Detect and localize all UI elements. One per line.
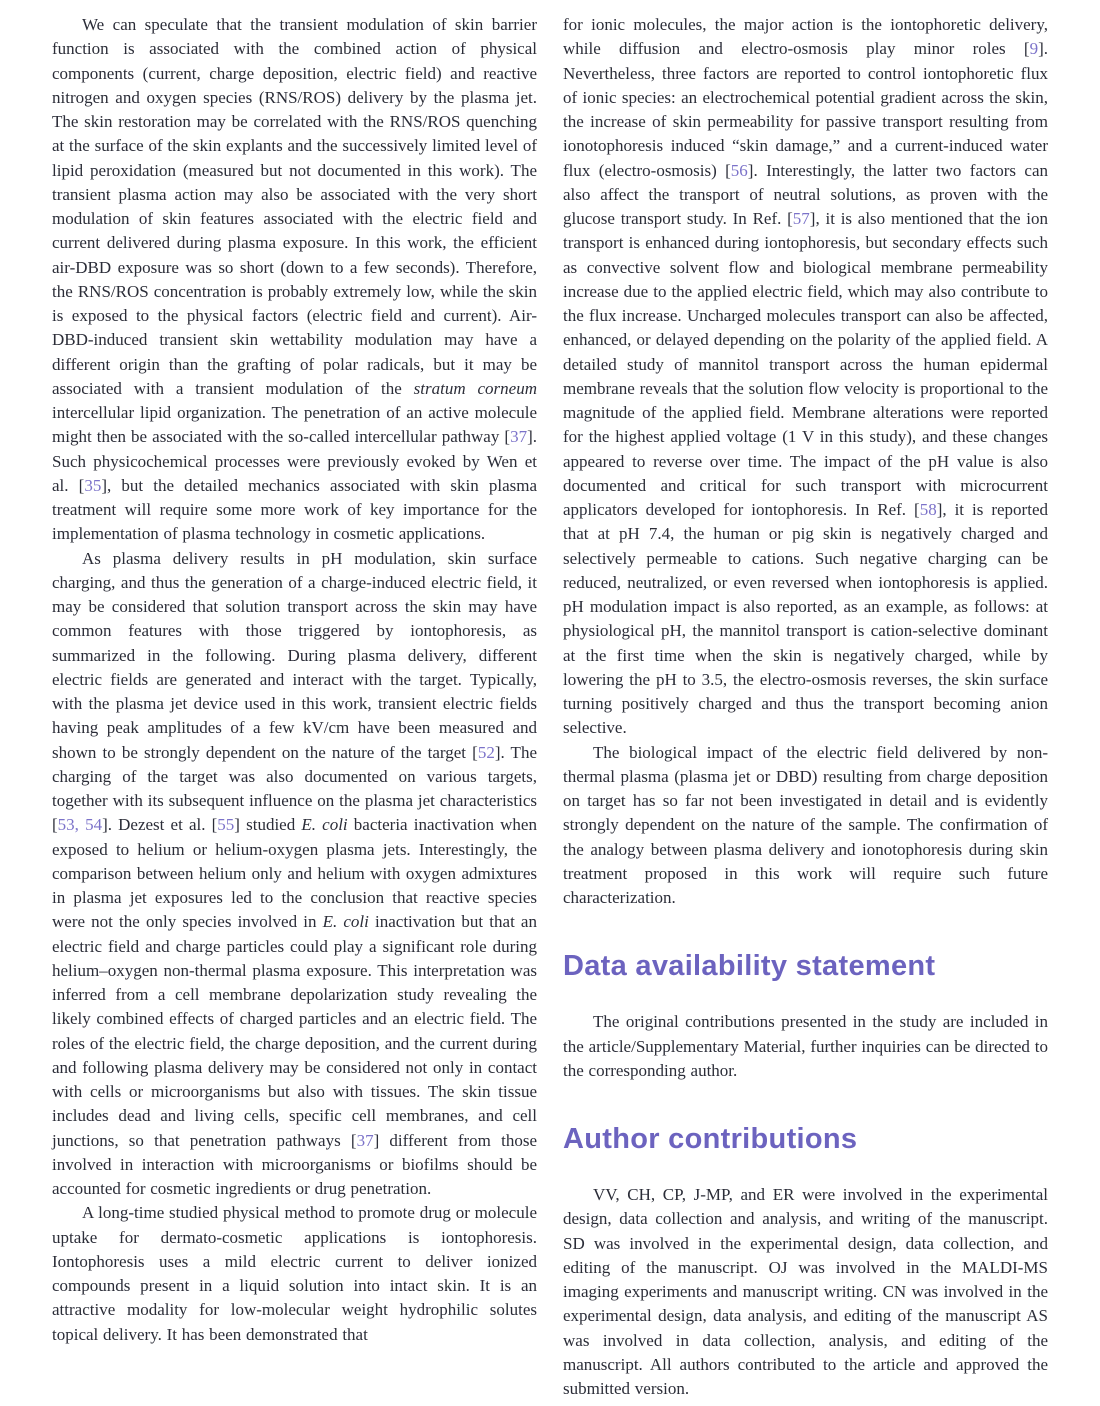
text-run: ]. Interestingly, the latter two factors can also affect the transport of neutral solutions, as proven with the glucose transport study. In Ref. [ [563,160,1048,228]
text-run: The biological impact of the electric field delivered by non-thermal plasma (plasma jet or DBD) resulting from charge deposition on target has so far not been investigated in detail and is evidently strongly dependent on the nature of the sample. The confirmation of the analogy between plasma delivery and ionotophoresis during skin treatment proposed in this work will require such future characterization. [563,742,1048,907]
citation-link[interactable]: 56 [730,160,748,180]
text-run: The original contributions presented in the study are included in the article/Supplementary Material, further inquiries can be directed to the corresponding author. [563,1012,1048,1080]
text-run: ]. Such physicochemical processes were previously evoked by Wen et al. [ [52,427,537,495]
body-paragraph [563,1183,1048,1401]
text-run: A long-time studied physical method to promote drug or molecule uptake for dermato-cosmetic applications is iontophoresis. Iontophoresis uses a mild electric current to deliver ionized compounds present in a liquid solution into intact skin. It is an attractive modality for low-molecular weight hydrophilic solutes topical delivery. It has been demonstrated that [52,1203,537,1344]
text-run: ]. Dezest et al. [ [102,815,218,835]
text-run: We can speculate that the transient modulation of skin barrier function is associated with the combined action of physical components (current, charge deposition, electric field) and reactive nitrogen and oxygen species (RNS/ROS) delivery by the plasma jet. The skin restoration may be correlated with the RNS/ROS quenching at the surface of the skin explants and the successively limited level of lipid peroxidation (measured but not documented in this work). The transient plasma action may also be associated with the very short modulation of skin features associated with the electric field and current delivered during plasma exposure. In this work, the efficient air-DBD exposure was so short (down to a few seconds). Therefore, the RNS/ROS concentration is probably extremely low, while the skin is exposed to the physical factors (electric field and current). Air-DBD-induced transient skin wettability modulation may have a different origin than the grafting of polar radicals, but it may be associated with a transient modulation of the [52,15,537,398]
citation-link[interactable]: 9 [1029,39,1039,59]
text-run: inactivation but that an electric field and charge particles could play a significant role during helium–oxygen non-thermal plasma exposure. This interpretation was inferred from a cell membrane depolarization study revealing the likely combined effects of charged particles and an electric field. The roles of the electric field, the charge deposition, and the current during and following plasma delivery may be considered not only in contact with cells or microorganisms but also with tissues. The skin tissue includes dead and living cells, specific cell membranes, and cell junctions, so that penetration pathways [ [52,912,537,1150]
body-paragraph [52,1201,537,1347]
text-run: ]. The charging of the target was also documented on various targets, together with its subsequent influence on the plasma jet characteristics [ [52,742,537,835]
text-run: ] different from those involved in interaction with microorganisms or biofilms should be accounted for cosmetic ingredients or drug penetration. [52,1130,537,1198]
text-run: ], it is also mentioned that the ion transport is enhanced during iontophoresis, but secondary effects such as convective solvent flow and biological membrane permeability increase due to the applied electric field, which may also contribute to the flux increase. Uncharged molecules transport can also be affected, enhanced, or delayed depending on the polarity of the applied field. A detailed study of mannitol transport across the human epidermal membrane reveals that the solution flow velocity is proportional to the magnitude of the applied field. Membrane alterations were reported for the highest applied voltage (1 V in this study), and these changes appeared to reverse over time. The impact of the pH value is also documented and critical for such transport with microcurrent applicators developed for iontophoresis. In Ref. [ [563,209,1048,519]
italic-text: E. coli [301,815,348,835]
citation-link[interactable]: 35 [84,475,102,495]
body-paragraph [563,13,1048,741]
citation-link[interactable]: 57 [792,209,810,228]
text-run: ] studied [234,815,302,835]
citation-link[interactable]: 55 [217,815,235,835]
citation-link[interactable]: 53, 54 [57,815,103,835]
text-run: ]. Nevertheless, three factors are reported to control iontophoretic flux of ionic species: an electrochemical potential gradient across the skin, the increase of skin permeability for passive transport resulting from ionotophoresis induced “skin damage,” and a current-induced water flux (electro-osmosis) [ [563,39,1048,180]
body-paragraph [52,547,537,1202]
author-contributions-heading: Author contributions [563,1123,858,1155]
citation-link[interactable]: 37 [356,1130,374,1150]
citation-link[interactable]: 52 [477,742,495,762]
text-run: bacteria inactivation when exposed to helium or helium-oxygen plasma jets. Interestingly, the comparison between helium only and helium with oxygen admixtures in plasma jet exposures led to the conclusion that reactive species were not the only species involved in [52,815,537,932]
text-run: for ionic molecules, the major action is the iontophoretic delivery, while diffusion and electro-osmosis play minor roles [ [563,15,1048,59]
right-column [563,13,1048,1406]
italic-text: E. coli [322,912,369,932]
text-run: VV, CH, CP, J-MP, and ER were involved in the experimental design, data collection and analysis, and writing of the manuscript. SD was involved in the experimental design, data collection, and editing of the manuscript. OJ was involved in the MALDI-MS imaging experiments and manuscript writing. CN was involved in the experimental design, data analysis, and editing of the manuscript AS was involved in data collection, analysis, and editing of the manuscript. All authors contributed to the article and approved the submitted version. [563,1185,1048,1398]
data-availability-heading: Data availability statement [563,950,936,983]
body-paragraph [52,13,537,547]
body-paragraph [563,1010,1048,1083]
text-run: ], it is reported that at pH 7.4, the human or pig skin is negatively charged and selectively permeable to cations. Such negative charging can be reduced, neutralized, or even reversed when iontophoresis is applied. pH modulation impact is also reported, as an example, as follows: at physiological pH, the mannitol transport is cation-selective dominant at the first time when the skin is negatively charged, while by lowering the pH to 3.5, the electro-osmosis reverses, the skin surface turning positively charged and thus the transport becoming anion selective. [563,500,1048,738]
italic-text: stratum corneum [413,378,537,398]
citation-link[interactable]: 37 [510,427,528,447]
text-run: intercellular lipid organization. The penetration of an active molecule might then be associated with the so-called intercellular pathway [ [52,403,537,447]
body-paragraph [563,741,1048,911]
text-run: As plasma delivery results in pH modulation, skin surface charging, and thus the generation of a charge-induced electric field, it may be considered that solution transport across the skin may have common features with those triggered by iontophoresis, as summarized in the following. During plasma delivery, different electric fields are generated and interact with the target. Typically, with the plasma jet device used in this work, transient electric fields having peak amplitudes of a few kV/cm have been measured and shown to be strongly dependent on the nature of the target [ [52,548,537,762]
citation-link[interactable]: 58 [919,500,937,519]
text-run: ], but the detailed mechanics associated with skin plasma treatment will require some more work of key importance for the implementation of plasma technology in cosmetic applications. [52,475,537,544]
left-column [52,13,537,1406]
